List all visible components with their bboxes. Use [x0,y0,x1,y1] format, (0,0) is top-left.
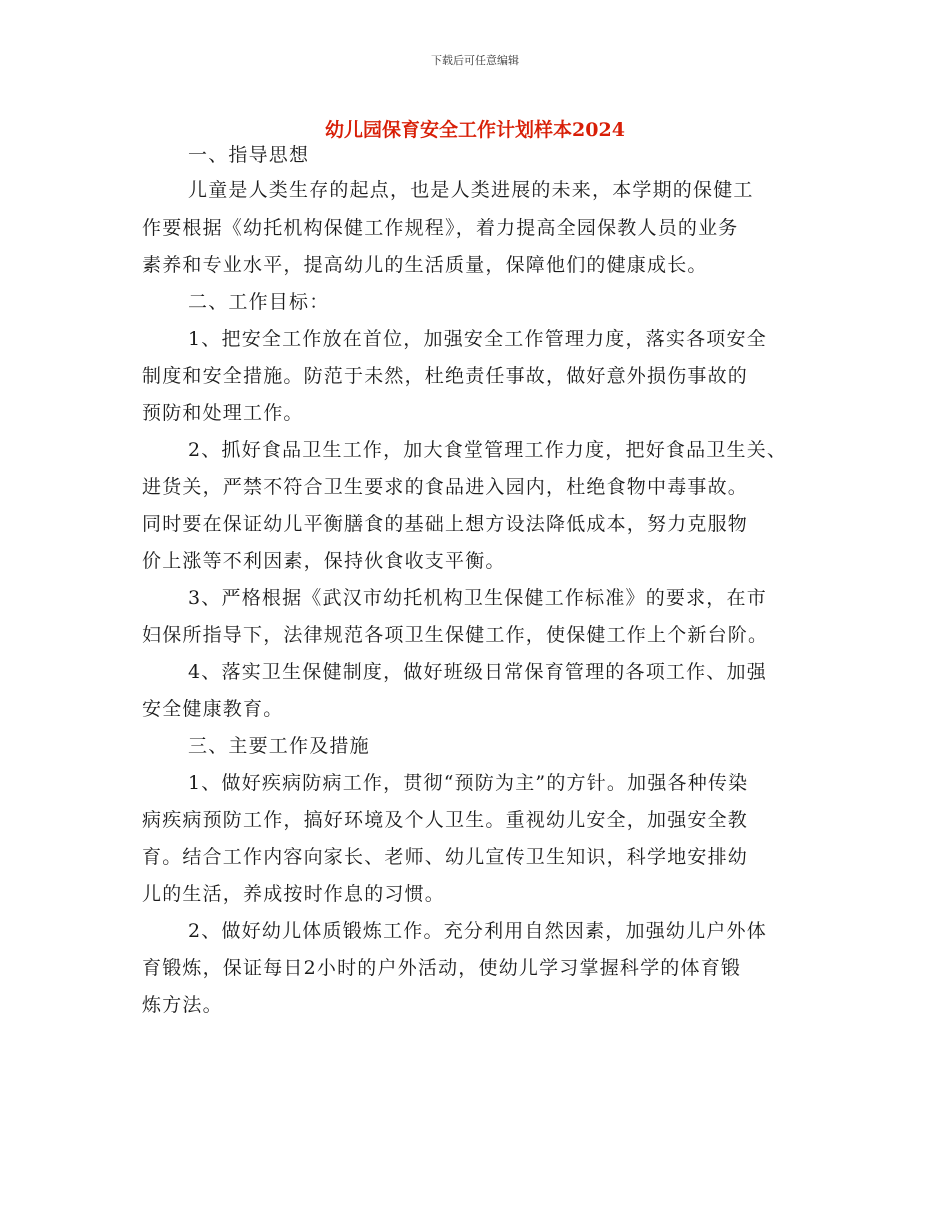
paragraph-line: 2、抓好食品卫生工作，加大食堂管理工作力度，把好食品卫生关、 [188,439,788,461]
paragraph-line: 炼方法。 [142,994,223,1016]
section-heading-measures: 三、主要工作及措施 [188,735,370,757]
document-title: 幼儿园保育安全工作计划样本2024 [325,119,625,141]
paragraph-line: 价上涨等不利因素，保持伙食收支平衡。 [142,550,506,572]
paragraph-line: 制度和安全措施。防范于未然，杜绝责任事故，做好意外损伤事故的 [142,365,749,387]
header-note: 下载后可任意编辑 [431,54,519,67]
paragraph-line: 同时要在保证幼儿平衡膳食的基础上想方设法降低成本，努力克服物 [142,513,749,535]
paragraph-line: 3、严格根据《武汉市幼托机构卫生保健工作标准》的要求，在市 [188,587,767,609]
paragraph-line: 2、做好幼儿体质锻炼工作。充分利用自然因素，加强幼儿户外体 [188,920,767,942]
section-heading-guiding-ideology: 一、指导思想 [188,144,310,166]
paragraph-line: 进货关，严禁不符合卫生要求的食品进入园内，杜绝食物中毒事故。 [142,476,749,498]
paragraph-line: 素养和专业水平，提高幼儿的生活质量，保障他们的健康成长。 [142,254,708,276]
paragraph-line: 妇保所指导下，法律规范各项卫生保健工作，使保健工作上个新台阶。 [142,624,769,646]
paragraph-line: 安全健康教育。 [142,698,284,720]
paragraph-line: 育锻炼，保证每日2小时的户外活动，使幼儿学习掌握科学的体育锻 [142,957,742,979]
paragraph-line: 预防和处理工作。 [142,402,304,424]
paragraph-line: 育。结合工作内容向家长、老师、幼儿宣传卫生知识，科学地安排幼 [142,846,749,868]
paragraph-line: 作要根据《幼托机构保健工作规程》，着力提高全园保教人员的业务 [142,217,739,239]
paragraph-line: 病疾病预防工作，搞好环境及个人卫生。重视幼儿安全，加强安全教 [142,809,749,831]
section-heading-goals: 二、工作目标： [188,291,330,313]
paragraph-line: 儿童是人类生存的起点，也是人类进展的未来，本学期的保健工 [188,179,754,201]
paragraph-line: 1、把安全工作放在首位，加强安全工作管理力度，落实各项安全 [188,328,767,350]
paragraph-line: 儿的生活，养成按时作息的习惯。 [142,883,446,905]
paragraph-line: 4、落实卫生保健制度，做好班级日常保育管理的各项工作、加强 [188,661,767,683]
paragraph-line: 1、做好疾病防病工作，贯彻“预防为主”的方针。加强各种传染 [188,772,749,794]
